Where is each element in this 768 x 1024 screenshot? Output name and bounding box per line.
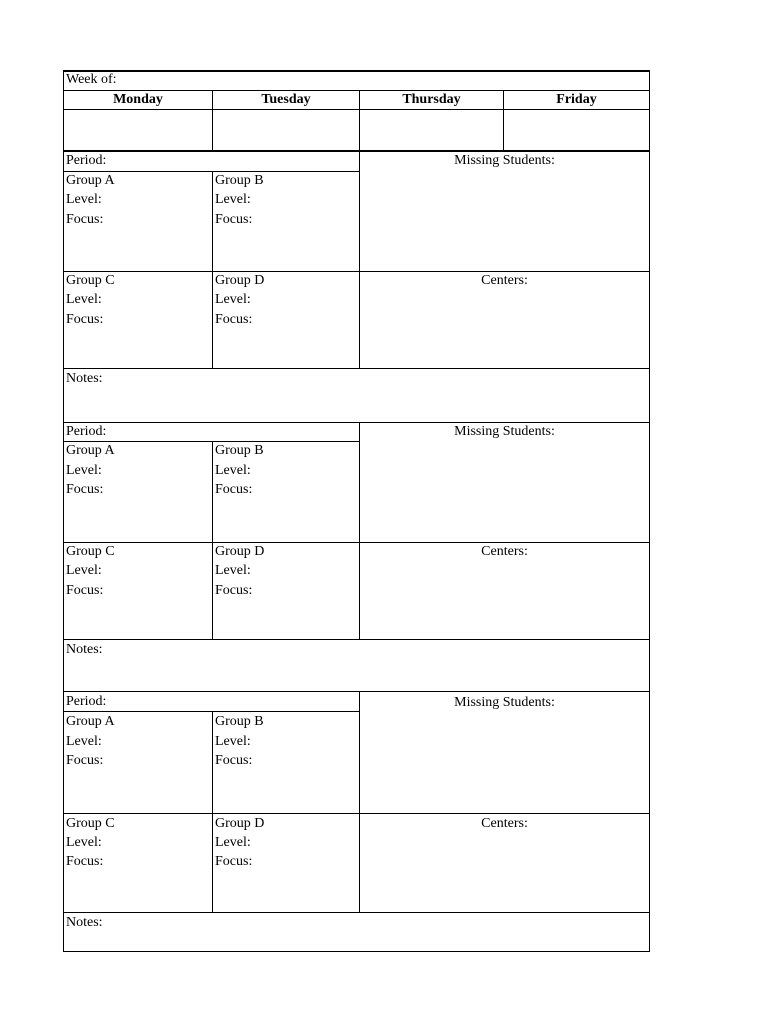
- table-right-border: [649, 70, 650, 952]
- day-header-tuesday: Tuesday: [261, 92, 311, 107]
- notes-label: Notes:: [66, 915, 103, 930]
- table-left-border: [63, 70, 64, 952]
- group-a-label: Group A: [66, 443, 115, 458]
- period-label: Period:: [66, 153, 107, 168]
- notes-top-divider: [63, 639, 650, 640]
- group-d-label: Group D: [215, 273, 265, 288]
- group-c-label: Group C: [66, 816, 115, 831]
- day-header-friday: Friday: [556, 92, 597, 107]
- group-d-level-label: Level:: [215, 292, 251, 307]
- centers-label: Centers:: [481, 273, 528, 288]
- week-of-label: Week of:: [66, 72, 117, 87]
- group-c-focus-label: Focus:: [66, 583, 104, 598]
- group-d-label: Group D: [215, 544, 265, 559]
- group-b-focus-label: Focus:: [215, 753, 253, 768]
- center-divider: [359, 692, 360, 913]
- table-top-border: [63, 70, 650, 72]
- group-c-level-label: Level:: [66, 292, 102, 307]
- group-a-label: Group A: [66, 173, 115, 188]
- group-a-level-label: Level:: [66, 192, 102, 207]
- day-header-thursday: Thursday: [402, 92, 461, 107]
- center-divider: [359, 151, 360, 369]
- table-bottom-border: [63, 951, 650, 952]
- missing-students-label: Missing Students:: [454, 695, 555, 710]
- group-b-level-label: Level:: [215, 192, 251, 207]
- notes-top-divider: [63, 368, 650, 369]
- group-c-level-label: Level:: [66, 563, 102, 578]
- group-a-label: Group A: [66, 714, 115, 729]
- block-bottom-divider: [63, 691, 650, 692]
- group-a-level-label: Level:: [66, 463, 102, 478]
- group-d-focus-label: Focus:: [215, 583, 253, 598]
- group-b-focus-label: Focus:: [215, 212, 253, 227]
- centers-label: Centers:: [481, 816, 528, 831]
- group-c-level-label: Level:: [66, 835, 102, 850]
- group-b-label: Group B: [215, 173, 264, 188]
- group-c-focus-label: Focus:: [66, 312, 104, 327]
- group-d-focus-label: Focus:: [215, 854, 253, 869]
- group-divider: [212, 711, 213, 913]
- day-row-divider: [63, 109, 650, 110]
- group-c-label: Group C: [66, 544, 115, 559]
- missing-students-label: Missing Students:: [454, 424, 555, 439]
- group-b-level-label: Level:: [215, 463, 251, 478]
- group-a-focus-label: Focus:: [66, 212, 104, 227]
- group-row-divider: [63, 813, 650, 814]
- group-c-focus-label: Focus:: [66, 854, 104, 869]
- group-d-label: Group D: [215, 816, 265, 831]
- group-d-focus-label: Focus:: [215, 312, 253, 327]
- group-a-focus-label: Focus:: [66, 753, 104, 768]
- group-a-level-label: Level:: [66, 734, 102, 749]
- period-label: Period:: [66, 424, 107, 439]
- center-divider: [359, 422, 360, 640]
- group-divider: [212, 441, 213, 640]
- group-d-level-label: Level:: [215, 835, 251, 850]
- notes-label: Notes:: [66, 642, 103, 657]
- group-divider: [212, 171, 213, 369]
- centers-label: Centers:: [481, 544, 528, 559]
- group-c-label: Group C: [66, 273, 115, 288]
- group-b-level-label: Level:: [215, 734, 251, 749]
- group-b-label: Group B: [215, 443, 264, 458]
- day-header-monday: Monday: [113, 92, 163, 107]
- group-b-focus-label: Focus:: [215, 482, 253, 497]
- group-b-label: Group B: [215, 714, 264, 729]
- group-a-focus-label: Focus:: [66, 482, 104, 497]
- notes-label: Notes:: [66, 371, 103, 386]
- notes-top-divider: [63, 912, 650, 913]
- group-d-level-label: Level:: [215, 563, 251, 578]
- missing-students-label: Missing Students:: [454, 153, 555, 168]
- period-label: Period:: [66, 694, 107, 709]
